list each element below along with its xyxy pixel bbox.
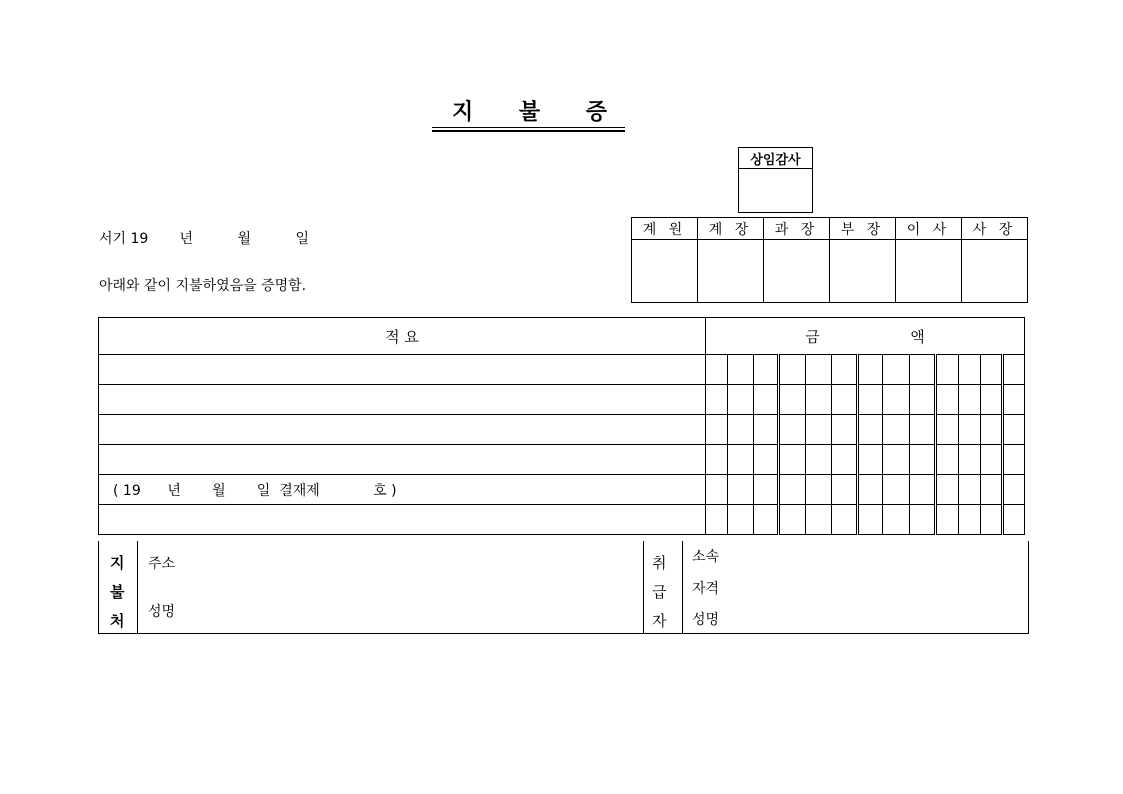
handler-name-label: 성명 (692, 612, 720, 628)
digit-cell[interactable] (728, 415, 754, 445)
payee-handler-section (98, 541, 1029, 634)
digit-cell[interactable] (959, 505, 981, 535)
summary-cell[interactable] (99, 415, 706, 445)
digit-cell[interactable] (981, 445, 1003, 475)
divider (643, 541, 644, 633)
auditor-stamp-box[interactable] (738, 147, 813, 213)
digit-cell[interactable] (1003, 415, 1025, 445)
digit-cell[interactable] (779, 445, 806, 475)
digit-cell[interactable] (910, 505, 936, 535)
digit-cell[interactable] (910, 385, 936, 415)
table-row (99, 415, 1025, 445)
digit-cell[interactable] (959, 385, 981, 415)
digit-cell[interactable] (936, 415, 959, 445)
settlement-line: ( 19 년 월 일 결재제 호 ) (99, 475, 706, 505)
digit-cell[interactable] (858, 355, 883, 385)
approval-header-dept-head: 부 장 (830, 218, 896, 240)
payee-name-label: 성명 (148, 604, 176, 620)
document-title (432, 94, 625, 126)
digit-cell[interactable] (832, 355, 858, 385)
summary-cell[interactable] (99, 445, 706, 475)
digit-cell[interactable] (728, 355, 754, 385)
digit-cell[interactable] (883, 445, 910, 475)
digit-cell[interactable] (832, 385, 858, 415)
digit-cell[interactable] (858, 445, 883, 475)
title-char-1: 지 (452, 99, 474, 125)
digit-cell[interactable] (706, 505, 728, 535)
digit-cell[interactable] (806, 505, 832, 535)
title-char-2: 불 (518, 99, 541, 125)
digit-cell[interactable] (779, 505, 806, 535)
approval-header-chief: 계 장 (698, 218, 764, 240)
digit-cell[interactable] (806, 385, 832, 415)
digit-cell[interactable] (858, 475, 883, 505)
digit-cell[interactable] (754, 475, 779, 505)
digit-cell[interactable] (1003, 445, 1025, 475)
approval-sign-chief[interactable] (698, 240, 764, 303)
summary-cell[interactable] (99, 355, 706, 385)
summary-header: 적 요 (99, 318, 706, 355)
table-row (99, 475, 1025, 505)
digit-cell[interactable] (728, 475, 754, 505)
title-underline-double (432, 130, 625, 132)
digit-cell[interactable] (806, 415, 832, 445)
certification-line: 아래와 같이 지불하였음을 증명함. (99, 278, 307, 294)
approval-header-director: 이 사 (896, 218, 962, 240)
digit-cell[interactable] (706, 445, 728, 475)
digit-cell[interactable] (1003, 505, 1025, 535)
summary-cell[interactable] (99, 505, 706, 535)
digit-cell[interactable] (728, 385, 754, 415)
payment-detail-table (98, 317, 1025, 535)
digit-cell[interactable] (806, 445, 832, 475)
handler-label-char: 취 (652, 554, 667, 572)
title-underline (432, 127, 625, 128)
digit-cell[interactable] (832, 445, 858, 475)
digit-cell[interactable] (883, 385, 910, 415)
digit-cell[interactable] (754, 385, 779, 415)
digit-cell[interactable] (959, 415, 981, 445)
payee-label (110, 552, 125, 631)
approval-sign-dept-head[interactable] (830, 240, 896, 303)
digit-cell[interactable] (706, 475, 728, 505)
digit-cell[interactable] (779, 385, 806, 415)
digit-cell[interactable] (936, 385, 959, 415)
digit-cell[interactable] (959, 355, 981, 385)
divider (137, 541, 138, 633)
approval-header-section-head: 과 장 (764, 218, 830, 240)
digit-cell[interactable] (883, 505, 910, 535)
handler-label-char: 급 (652, 583, 667, 601)
payee-label-char: 불 (110, 583, 125, 601)
digit-cell[interactable] (806, 355, 832, 385)
approval-sign-director[interactable] (896, 240, 962, 303)
digit-cell[interactable] (728, 445, 754, 475)
digit-cell[interactable] (779, 355, 806, 385)
digit-cell[interactable] (858, 385, 883, 415)
digit-cell[interactable] (883, 475, 910, 505)
digit-cell[interactable] (883, 355, 910, 385)
digit-cell[interactable] (779, 415, 806, 445)
digit-cell[interactable] (832, 415, 858, 445)
approval-sign-section-head[interactable] (764, 240, 830, 303)
table-row (99, 505, 1025, 535)
date-line: 서기 19 년 월 일 (99, 231, 310, 247)
handler-affiliation-label: 소속 (692, 549, 720, 565)
digit-cell[interactable] (779, 475, 806, 505)
amount-header: 금 액 (706, 318, 1025, 355)
digit-cell[interactable] (832, 505, 858, 535)
handler-label-char: 자 (652, 612, 667, 630)
digit-cell[interactable] (936, 505, 959, 535)
payee-address-label: 주소 (148, 556, 176, 572)
digit-cell[interactable] (1003, 355, 1025, 385)
digit-cell[interactable] (706, 415, 728, 445)
table-row (99, 445, 1025, 475)
digit-cell[interactable] (754, 355, 779, 385)
approval-sign-clerk[interactable] (632, 240, 698, 303)
digit-cell[interactable] (981, 415, 1003, 445)
auditor-stamp-label: 상임감사 (739, 148, 812, 169)
handler-label (652, 552, 667, 631)
digit-cell[interactable] (858, 415, 883, 445)
divider (682, 541, 683, 633)
digit-cell[interactable] (910, 355, 936, 385)
digit-cell[interactable] (754, 445, 779, 475)
payee-label-char: 처 (110, 612, 125, 630)
approval-grid (631, 217, 1028, 303)
approval-header-president: 사 장 (962, 218, 1028, 240)
digit-cell[interactable] (981, 355, 1003, 385)
digit-cell[interactable] (858, 505, 883, 535)
payee-label-char: 지 (110, 554, 125, 572)
table-row (99, 385, 1025, 415)
digit-cell[interactable] (706, 355, 728, 385)
digit-cell[interactable] (806, 475, 832, 505)
digit-cell[interactable] (832, 475, 858, 505)
digit-cell[interactable] (706, 385, 728, 415)
digit-cell[interactable] (1003, 475, 1025, 505)
digit-cell[interactable] (981, 505, 1003, 535)
digit-cell[interactable] (1003, 385, 1025, 415)
digit-cell[interactable] (981, 385, 1003, 415)
digit-cell[interactable] (754, 415, 779, 445)
digit-cell[interactable] (910, 445, 936, 475)
handler-qualification-label: 자격 (692, 581, 720, 597)
approval-sign-president[interactable] (962, 240, 1028, 303)
summary-cell[interactable] (99, 385, 706, 415)
digit-cell[interactable] (936, 475, 959, 505)
digit-cell[interactable] (936, 445, 959, 475)
digit-cell[interactable] (910, 415, 936, 445)
approval-header-clerk: 계 원 (632, 218, 698, 240)
digit-cell[interactable] (936, 355, 959, 385)
digit-cell[interactable] (883, 415, 910, 445)
digit-cell[interactable] (959, 445, 981, 475)
digit-cell[interactable] (728, 505, 754, 535)
digit-cell[interactable] (754, 505, 779, 535)
title-char-3: 증 (585, 99, 607, 125)
table-row (99, 355, 1025, 385)
digit-cell[interactable] (981, 475, 1003, 505)
digit-cell[interactable] (910, 475, 936, 505)
digit-cell[interactable] (959, 475, 981, 505)
